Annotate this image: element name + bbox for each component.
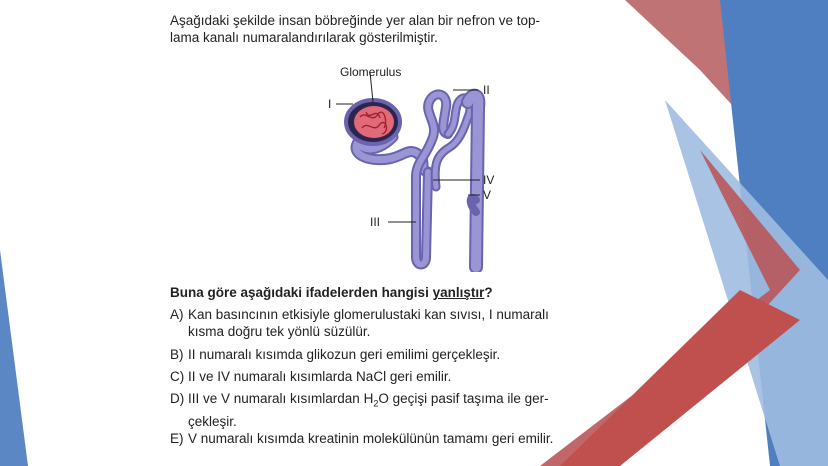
label-III: III (370, 215, 381, 229)
intro-line-1: Aşağıdaki şekilde insan böbreğinde yer alan bir nefron ve top- (170, 13, 540, 28)
option-a-line-1: Kan basıncının etkisiyle glomerulustaki kan sıvısı, I numaralı (188, 307, 549, 322)
label-V: V (483, 188, 492, 202)
glomerulus-label: Glomerulus (340, 65, 402, 79)
option-e[interactable] (170, 430, 640, 447)
option-a[interactable] (170, 306, 640, 340)
option-b-line-1: II numaralı kısımda glikozun geri emilimi gerçekleşir. (188, 347, 501, 362)
option-b-letter: B) (170, 347, 184, 362)
question-prefix: Buna göre aşağıdaki ifadelerden hangisi (170, 285, 433, 300)
option-c-letter: C) (170, 369, 185, 384)
option-e-letter: E) (170, 431, 184, 446)
option-d-line-1-pre: III ve V numaralı kısımlardan H (188, 391, 374, 406)
label-II: II (483, 83, 490, 97)
option-d-line-1-post: O geçişi pasif taşıma ile ger- (378, 391, 549, 406)
option-b[interactable] (170, 346, 640, 363)
left-blue-shape (0, 250, 28, 466)
intro-line-2: lama kanalı numaralandırılarak gösterilmiştir. (170, 30, 438, 45)
option-d-subscript: 2 (373, 398, 379, 409)
label-I: I (328, 97, 332, 111)
option-a-line-2: kısma doğru tek yönlü süzülür. (188, 324, 371, 339)
question-suffix: ? (484, 285, 493, 300)
collecting-branch (471, 198, 476, 212)
option-a-letter: A) (170, 307, 184, 322)
option-c-line-1: II ve IV numaralı kısımlarda NaCl geri emilir. (188, 369, 452, 384)
option-e-line-1: V numaralı kısımda kreatinin molekülünün tamamı geri emilir. (188, 431, 554, 446)
glomerulus (354, 106, 394, 138)
intro-text (170, 12, 630, 46)
option-d-letter: D) (170, 391, 185, 406)
question-text (170, 284, 630, 301)
label-IV: IV (483, 173, 495, 187)
option-d-line-2: çekleşir. (188, 413, 237, 429)
question-underlined: yanlıştır (432, 285, 485, 300)
option-d[interactable] (170, 390, 640, 430)
option-c[interactable] (170, 368, 640, 385)
nephron-diagram (318, 62, 518, 272)
